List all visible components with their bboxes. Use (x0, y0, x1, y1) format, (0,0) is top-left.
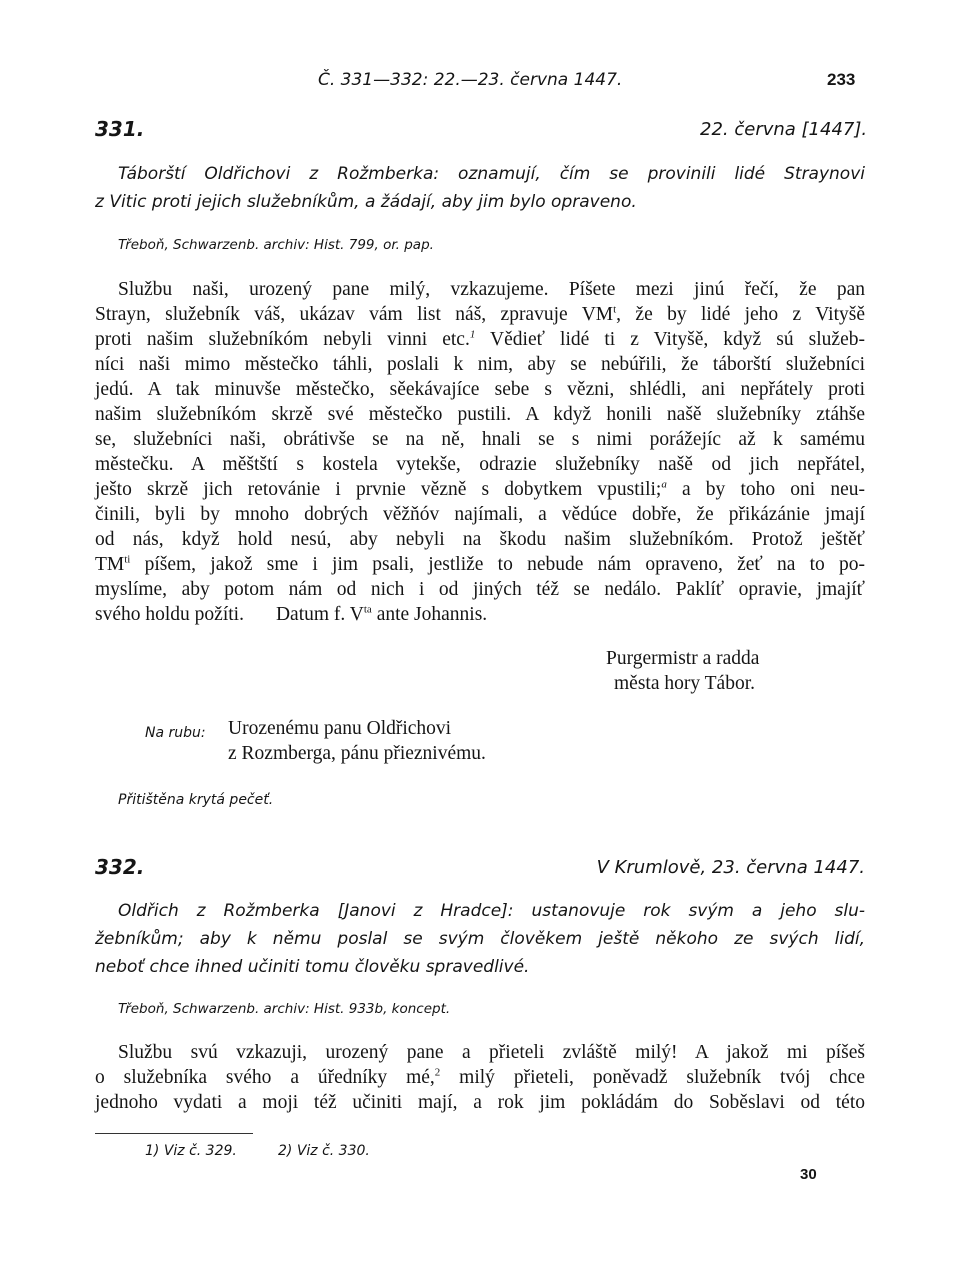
text-line: proti našim služebníkóm nebyli vinni etc.$^1$ Vědieť lidé ti z Vityšě, když sú služeb- (95, 328, 865, 350)
text-line: o služebníka svého a úředníky mé,$^2$ milý přieteli, poněvadž služebník tvój chce (95, 1066, 865, 1088)
document-number-331: 331. (95, 117, 145, 141)
running-title: Č. 331—332: 22.—23. června 1447. (318, 70, 623, 90)
summary-332-line-2: žebníkům; aby k němu poslal se svým člověkem ještě někoho ze svých lidí, (95, 929, 865, 949)
page-number: 233 (827, 70, 856, 89)
summary-332-line-3: neboť chce ihned učiniti tomu člověku spravedlivé. (95, 957, 530, 977)
text-line: našim služebníkóm skrzě své městečko pustili. A když honili našě služebníky ztáhše (95, 404, 865, 425)
address-line-1: Urozenému panu Oldřichovi (228, 718, 452, 739)
document-date-331: 22. června [1447]. (700, 119, 868, 140)
source-332: Třeboň, Schwarzenb. archiv: Hist. 933b, koncept. (118, 1001, 451, 1017)
text-line: jedú. A tak minuvše městečko, sěekávajíce sebe s vězni, shlédli, ani nepřátely proti (95, 379, 865, 400)
address-line-2: z Rozmberga, pánu přieznivému. (228, 743, 486, 764)
text-line: Službu svú vzkazuji, urozený pane a přieteli zvláště milý! A jakož mi píšeš (118, 1042, 865, 1063)
footnote-1: 1) Viz č. 329. (145, 1143, 237, 1159)
text-line: Službu naši, urozený pane milý, vzkazujeme. Píšete mezi jinú řečí, že pan (118, 279, 865, 300)
text-line: jednoho vydati a moji též učiniti mají, a rok jim pokládám do Soběslavi od této (95, 1092, 865, 1113)
footnote-2: 2) Viz č. 330. (278, 1143, 370, 1159)
signature-mark: 30 (800, 1166, 817, 1183)
summary-331-line-2: z Vitic proti jejich služebníkům, a žádají, aby jim bylo opraveno. (95, 192, 637, 212)
text-line: činili, byli by mnoho dobrých věžňóv najímali, a vědúce dobře, že přikázánie jmají (95, 504, 865, 525)
text-line: Strayn, služebník váš, ukázav vám list náš, zpravuje $VM^t$, že by lidé jeho z Vityšě (95, 303, 865, 325)
text-line: $TM^{ti}$ píšem, jakož sme i jim psali, jestliže to nebude nám opraveno, žeť na to po- (95, 553, 865, 575)
text-line: se, služebníci naši, obrátivše se na ně, hnali se s nimi porážejíc až k samému (95, 429, 865, 450)
text-line: městečku. A měštští s kostela vytekše, odrazie služebníky našě od jich nepřátel, (95, 454, 865, 475)
source-331: Třeboň, Schwarzenb. archiv: Hist. 799, or. pap. (118, 237, 434, 253)
address-label: Na rubu: (145, 725, 206, 741)
text-line: myslíme, aby potom nám od nich i od jiných též se nedálo. Paklíť opravie, jmajíť (95, 579, 865, 600)
summary-332-line-1: Oldřich z Rožmberka [Janovi z Hradce]: ustanovuje rok svým a jeho slu- (118, 901, 865, 921)
document-number-332: 332. (95, 855, 145, 879)
signature-line-1: Purgermistr a radda (606, 648, 760, 669)
signature-line-2: města hory Tábor. (614, 673, 755, 694)
text-line: níci naši mimo městečko táhli, poslali k nim, aby se nebúřili, že táborští služebníci (95, 354, 865, 375)
summary-331-line-1: Táborští Oldřichovi z Rožmberka: oznamují, čím se provinili lidé Straynovi (118, 164, 865, 184)
seal-note: Přitištěna krytá pečeť. (118, 792, 274, 808)
text-line: od nás, když hold nesú, aby nebyli na škodu našim služebníkóm. Protož ještěť (95, 529, 865, 550)
footnote-rule (95, 1133, 253, 1134)
document-date-332: V Krumlově, 23. června 1447. (596, 857, 865, 878)
text-line: ješto skrzě jich retovánie i prvnie vězně s dobytkem vpustili;$^a$ a by toho oni neu- (95, 478, 865, 500)
text-line: svého holdu požíti. Datum f. $V^{ta}$ ante Johannis. (95, 603, 488, 625)
